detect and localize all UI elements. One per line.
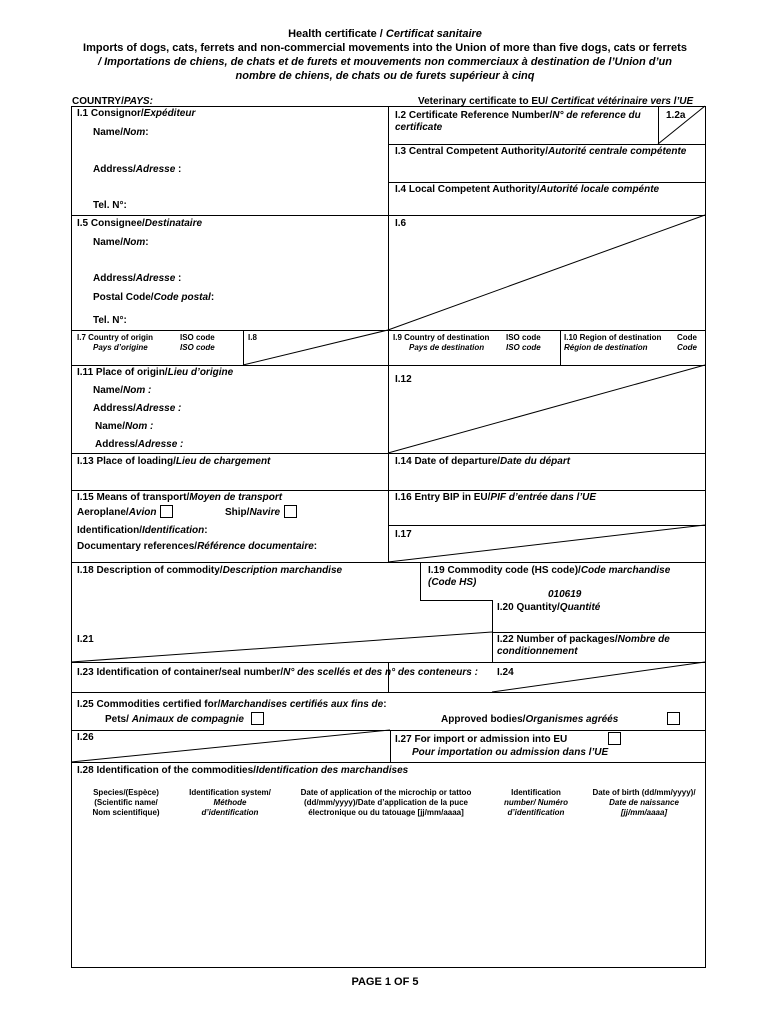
cert-ref-label-2: certificate: [395, 122, 443, 133]
dest-region-label-fr: Région de destination: [564, 343, 648, 352]
approved-bodies-label: Approved bodies/Organismes agréés: [441, 714, 619, 725]
origin-iso-label: ISO code: [180, 333, 215, 342]
departure-date-label: I.14 Date of departure/Date du départ: [395, 456, 571, 467]
box-i17-label: I.17: [395, 529, 412, 540]
consignor-label: I.1 Consignor/Expéditeur: [77, 108, 196, 119]
place-origin-address-label-2: Address/Adresse :: [95, 439, 184, 450]
box-i12-label: I.12: [395, 374, 412, 385]
dest-country-label-fr: Pays de destination: [409, 343, 485, 352]
pets-checkbox[interactable]: [251, 712, 264, 725]
import-admission-checkbox[interactable]: [608, 732, 621, 745]
consignee-label: I.5 Consignee/Destinataire: [77, 218, 203, 229]
consignee-address-label: Address/Adresse :: [93, 273, 182, 284]
consignor-name-label: Name/Nom:: [93, 127, 149, 138]
country-label: COUNTRY/PAYS:: [72, 96, 153, 107]
doc-references-label: Documentary references/Référence documentaire:: [77, 541, 318, 552]
box-i21-label: I.21: [77, 634, 94, 645]
consignee-postal-label: Postal Code/Code postal:: [93, 292, 215, 303]
entry-bip-label: I.16 Entry BIP in EU/PIF d’entrée dans l’UE: [395, 492, 596, 503]
consignee-name-label: Name/Nom:: [93, 237, 149, 248]
consignee-tel-label: Tel. N°:: [93, 315, 127, 326]
box-1-2a-label: 1.2a: [666, 110, 686, 121]
dest-region-code-label-fr: Code: [677, 343, 697, 352]
identification-label: Identification/Identification:: [77, 525, 208, 536]
col-id-number-header: Identification number/ Numéro d’identification: [503, 788, 568, 817]
import-admission-label: I.27 For import or admission into EU: [395, 734, 568, 745]
box-i26-label: I.26: [77, 732, 94, 743]
container-label: I.23 Identification of container/seal number/N° des scellés et des n° des conteneurs :: [77, 667, 478, 678]
aeroplane-checkbox[interactable]: [160, 505, 173, 518]
cert-ref-label: I.2 Certificate Reference Number/N° de reference du: [395, 110, 641, 121]
origin-iso-label-fr: ISO code: [180, 343, 215, 352]
ship-checkbox[interactable]: [284, 505, 297, 518]
place-origin-label: I.11 Place of origin/Lieu d’origine: [77, 367, 234, 378]
ship-label: Ship/Navire: [225, 507, 281, 518]
transport-label: I.15 Means of transport/Moyen de transport: [77, 492, 283, 503]
origin-country-label-fr: Pays d’origine: [93, 343, 148, 352]
consignor-tel-label: Tel. N°:: [93, 200, 127, 211]
col-id-system-header: Identification system/ Méthode d’identification: [189, 788, 271, 817]
consignor-address-label: Address/Adresse :: [93, 164, 182, 175]
place-origin-name-label-1: Name/Nom :: [93, 385, 152, 396]
quantity-label: I.20 Quantity/Quantité: [497, 602, 601, 613]
place-origin-address-label-1: Address/Adresse :: [93, 403, 182, 414]
certificate-subtitle-fr-2: nombre de chiens, de chats ou de furets supérieur à cinq: [235, 70, 535, 82]
col-application-date-header: Date of application of the microchip or tattoo (dd/mm/yyyy)/Date d’application de la puce électronique ou du tatouage [jj/mm/aaaa]: [300, 788, 472, 817]
commodity-code-value: 010619: [548, 589, 582, 600]
commodity-code-label-2: (Code HS): [428, 577, 477, 588]
identification-section-label: I.28 Identification of the commodities/Identification des marchandises: [77, 765, 409, 776]
certificate-subtitle: Imports of dogs, cats, ferrets and non-commercial movements into the Union of more than five dogs, cats or ferrets: [83, 42, 687, 54]
packages-label: I.22 Number of packages/Nombre de: [497, 634, 670, 645]
pets-label: Pets/ Animaux de compagnie: [105, 714, 244, 725]
certificate-title: Health certificate / Certificat sanitaire: [288, 28, 482, 40]
col-species-header: Species/(Espèce) (Scientific name/ Nom scientifique): [92, 788, 160, 817]
central-authority-label: I.3 Central Competent Authority/Autorité centrale compétente: [395, 146, 687, 157]
local-authority-label: I.4 Local Competent Authority/Autorité locale compénte: [395, 184, 660, 195]
box-i8-label: I.8: [248, 333, 257, 342]
dest-iso-label: ISO code: [506, 333, 541, 342]
packages-label-2: conditionnement: [497, 646, 578, 657]
import-admission-label-fr: Pour importation ou admission dans l’UE: [412, 747, 609, 758]
dest-region-label: I.10 Region of destination: [564, 333, 662, 342]
place-origin-name-label-2: Name/Nom :: [95, 421, 154, 432]
certified-for-label: I.25 Commodities certified for/Marchandises certifiés aux fins de:: [77, 699, 387, 710]
place-loading-label: I.13 Place of loading/Lieu de chargement: [77, 456, 271, 467]
vet-cert-label: Veterinary certificate to EU/ Certificat vétérinaire vers l’UE: [418, 96, 694, 107]
dest-region-code-label: Code: [677, 333, 697, 342]
commodity-desc-label: I.18 Description of commodity/Description marchandise: [77, 565, 343, 576]
page-number: PAGE 1 OF 5: [351, 976, 419, 988]
origin-country-label: I.7 Country of origin: [77, 333, 153, 342]
approved-bodies-checkbox[interactable]: [667, 712, 680, 725]
box-i6-label: I.6: [395, 218, 407, 229]
col-birth-date-header: Date of birth (dd/mm/yyyy)/ Date de naissance [jj/mm/aaaa]: [592, 788, 696, 817]
dest-country-label: I.9 Country of destination: [393, 333, 490, 342]
dest-iso-label-fr: ISO code: [506, 343, 541, 352]
box-i24-label: I.24: [497, 667, 514, 678]
aeroplane-label: Aeroplane/Avion: [77, 507, 157, 518]
certificate-subtitle-fr-1: / Importations de chiens, de chats et de furets et mouvements non commerciaux à destination de l’Union d’un: [98, 56, 672, 68]
commodity-code-label: I.19 Commodity code (HS code)/Code marchandise: [428, 565, 671, 576]
